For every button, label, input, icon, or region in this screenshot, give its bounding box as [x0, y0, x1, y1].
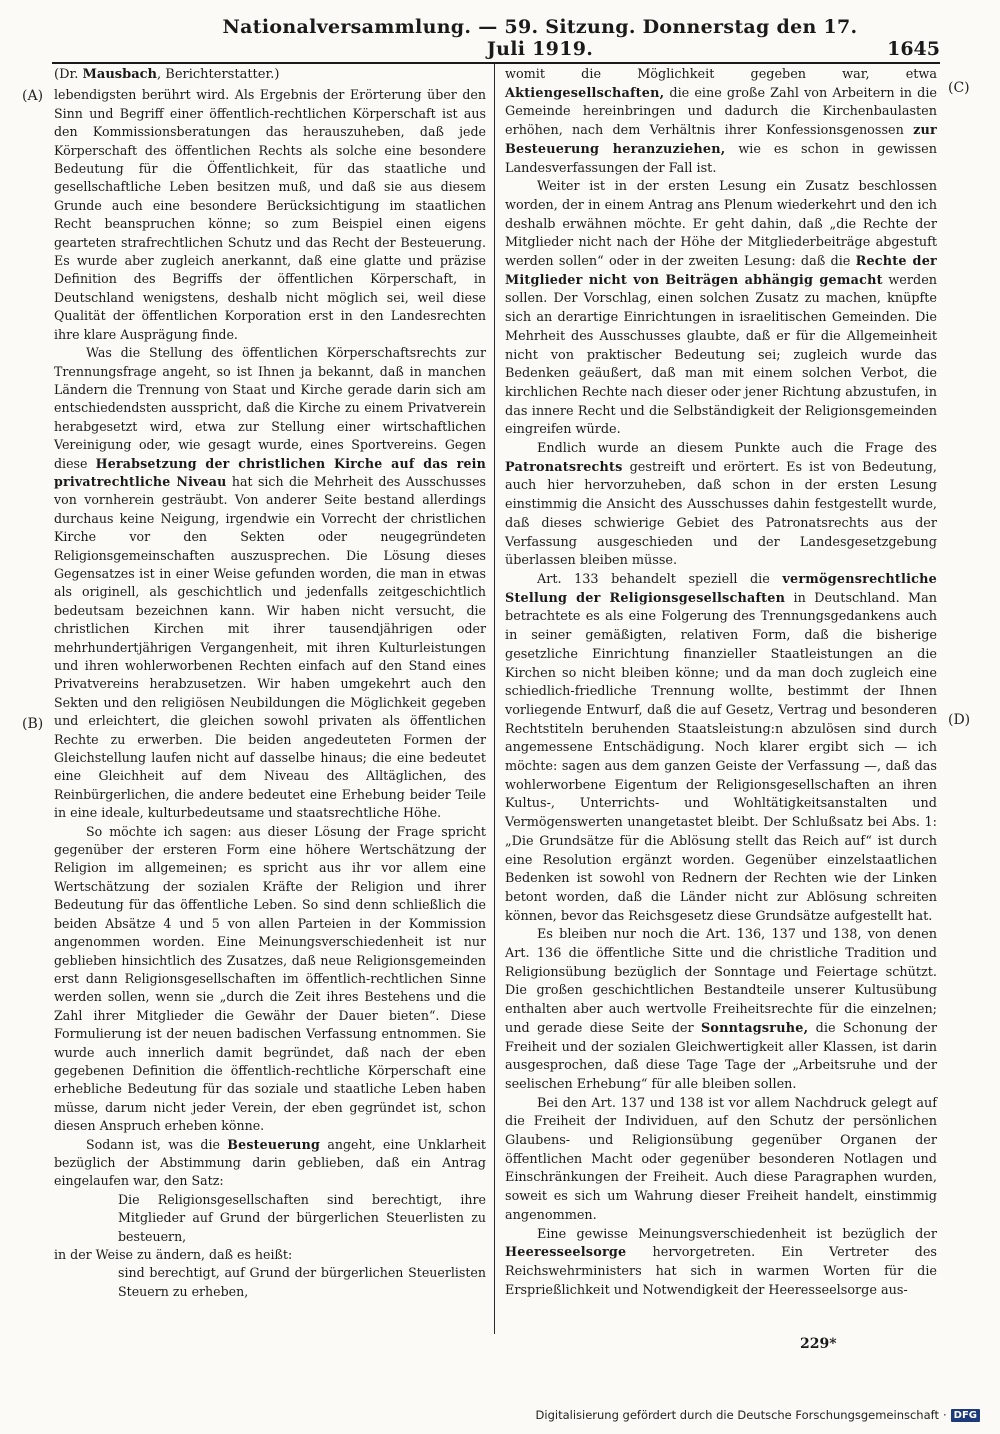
emphasis-text: Patronatsrechts: [505, 459, 623, 475]
speaker-line: [54, 66, 486, 84]
text-run: hat sich die Mehrheit des Ausschusses von vornherein gesträubt. Von anderer Seite bestand allerdings durchaus keine Neigung, irgendwie ein Vorrecht der christlichen Kirche vor den Sekten oder neugegründeten Religionsgemeinschaften auszusprechen. Die Lösung dieses Gegensatzes ist in einer Weise gefunden worden, die man in etwas als originell, als geschichtlich und jedenfalls zeitgeschichtlich bedeutsam bezeichnen kann. Wir haben nicht versucht, die christlichen Kirchen mit ihrer tausendjährigen oder mehrhundertjährigen Vergangenheit, mit ihren Kulturleistungen und ihren wohlerworbenen Rechten einfach auf den Stand eines Privatvereins herabzusetzen. Wir haben umgekehrt auch den Sekten und den religiösen Neubildungen die Möglichkeit gegeben und erleichtert, die gleichen sowohl privaten als öffentlichen Rechte zu erwerben. Die beiden angedeuteten Formen der Gleichstellung laufen nicht auf dasselbe hinaus; die eine bedeutet eine Gleichheit auf dem Niveau des Alltäglichen, des Reinbürgerlichen, die andere bedeutet eine Erhebung beider Teile in eine ideale, kulturbedeutsame und staatsrechtliche Höhe.: [54, 473, 486, 821]
emphasis-text: Aktiengesellschaften,: [505, 85, 665, 101]
text-run: die eine große Zahl von Arbeitern in die Gemeinde hereinbringen und dadurch die Kirchenbaulasten erhöhen, nach dem Verhältnis ihrer Konfessionsgenossen: [505, 85, 937, 139]
text-run: Art. 133 behandelt speziell die: [537, 571, 783, 587]
text-run: in Deutschland. Man betrachtete es als eine Folgerung des Trennungsgedankens auch in seiner gemäßigten, relativen Form, daß die bisherige gesetzliche Einrichtung finanzieller Staatleistungen an die Kirchen so nicht bleiben könne; und da man doch zugleich eine schiedlich-friedliche Trennung wollte, bestimmt der Ihnen vorliegende Entwurf, daß die auf Gesetz, Vertrag und besonderen Rechtstiteln beruhenden Staatsleistung:n abzulösen sind durch angemessene Entschädigung. Noch klarer ergibt sich — ich möchte: sagen aus dem ganzen Geiste der Verfassung —, daß das wohlerworbene Eigentum der Religionsgesellschaften an ihren Kultus-, Unterrichts- und Wohltätigkeitsanstalten und Vermögenswerten unangetastet bleibt. Der Schlußsatz bei Abs. 1: „Die Grundsätze für die Ablösung stellt das Reich auf“ ist durch eine Resolution ergänzt worden. Gegenüber einzelstaatlichen Bedenken ist sowohl von Rednern der Rechten wie der Linken betont worden, daß die Länder nicht zur Ablösung schreiten können, bevor das Reichsgesetz diese Grundsätze aufgestellt hat.: [505, 590, 938, 924]
quoted-clause: Die Religionsgesellschaften sind berechtigt, ihre Mitglieder auf Grund der bürgerlichen Steuerlisten zu besteuern,: [118, 1191, 486, 1244]
text-run: angeht, eine Unklarheit bezüglich der Abstimmung darin geblieben, daß ein Antrag eingelaufen war, den Satz:: [54, 1136, 486, 1189]
paragraph: [505, 571, 937, 926]
text-run: gestreift und erörtert. Es ist von Bedeutung, auch hier hervorzuheben, daß schon in der ersten Lesung einstimmig die Ansicht des Ausschusses dahin festgestellt wurde, daß dieses schwierige Gebiet des Patronatsrechts aus der Verfassung ausgeschieden und der Landesgesetzgebung überlassen bleiben müsse.: [505, 459, 937, 569]
left-column: [54, 66, 486, 1301]
margin-marker-b: (B): [22, 716, 44, 732]
margin-marker-d: (D): [948, 712, 971, 728]
paragraph: [54, 1136, 486, 1191]
text-run: Weiter ist in der ersten Lesung ein Zusatz beschlossen worden, der in einem Antrag ans Plenum wiederkehrt und den ich deshalb erwähnen möchte. Er geht dahin, daß „die Rechte der Mitglieder nicht nach der Höhe der Mitgliederbeiträge abgestuft werden sollen“ oder in der zweiten Lesung: daß die: [505, 179, 937, 270]
text-run: womit die Möglichkeit gegeben war, etwa: [505, 67, 937, 82]
paragraph: [505, 178, 937, 440]
paragraph: in der Weise zu ändern, daß es heißt:: [54, 1247, 293, 1262]
quoted-clause: sind berechtigt, auf Grund der bürgerlichen Steuerlisten Steuern zu erheben,: [118, 1265, 486, 1299]
paragraph: [505, 926, 937, 1094]
text-run: Sodann ist, was die: [86, 1136, 228, 1152]
emphasis-text: Heeresseelsorge: [505, 1245, 627, 1261]
paragraph: lebendigsten berührt wird. Als Ergebnis der Erörterung über den Sinn und Begriff einer öffentlich-rechtlichen Körperschaft ist aus den Kommissionsberatungen das herauszuheben, daß jede Körperschaft des öffentlichen Rechts als solche eine besondere Bedeutung für die Öffentlichkeit, für das staatliche und gesellschaftliche Leben besitzen muß, und daß sie aus diesem Grunde auch eine besondere Berücksichtigung im staatlichen Recht beanspruchen könne; so zum Beispiel einen eigens gearteten strafrechtlichen Schutz und das Recht der Besteuerung. Es wurde aber zugleich anerkannt, daß eine glatte und präzise Definition des Begriffs der öffentlichen Körperschaft, in Deutschland wenigstens, deshalb nicht möglich sei, weil diese Qualität der öffentlichen Korporation erst in den Landesrechten ihre klare Ausprägung finde.: [54, 87, 486, 342]
page-number: 1645: [887, 38, 940, 60]
emphasis-text: Sonntagsruhe,: [700, 1020, 809, 1036]
emphasis-text: Besteuerung: [227, 1136, 320, 1152]
paragraph: Bei den Art. 137 und 138 ist vor allem Nachdruck gelegt auf die Freiheit der Individuen, auf den Schutz der persönlichen Glaubens- und Religionsübung gegenüber Organen der öffentlichen Macht oder gegenüber besonderen Notlagen und Einschränkungen der Freiheit. Auch diese Paragraphen wurden, soweit es sich um Wahrung dieser Freiheit handelt, einstimmig angenommen.: [505, 1095, 937, 1223]
paragraph: [54, 344, 486, 823]
text-run: werden sollen. Der Vorschlag, einen solchen Zusatz zu machen, knüpfte sich an derartige Einrichtungen in israelitischen Gemeinden. Die Mehrheit des Ausschusses glaubte, daß er für die Allgemeinheit nicht von praktischer Bedeutung sei; zugleich wurde das Bedenken geäußert, daß man mit einem solchen Verbot, die kirchlichen Rechte nach dieser oder jener Richtung abzustufen, in das innere Recht und die Selbständigkeit der Religionsgemeinden eingreifen würde.: [505, 272, 938, 438]
emphasis-text: zur Besteuerung heranzuziehen,: [505, 123, 937, 157]
emphasis-text: vermögensrechtliche Stellung der Religionsgesellschaften: [505, 571, 937, 606]
column-divider: [494, 64, 495, 1334]
speaker-name: Mausbach: [82, 67, 158, 82]
sheet-signature: 229*: [800, 1336, 837, 1352]
text-run: Endlich wurde an diesem Punkte auch die Frage des: [537, 441, 937, 457]
paragraph: [505, 440, 937, 571]
speaker-role-suffix: , Berichterstatter.): [157, 67, 280, 82]
emphasis-text: Herabsetzung der christlichen Kirche auf das rein privatrechtliche Niveau: [54, 455, 486, 489]
text-run: Es bleiben nur noch die Art. 136, 137 und 138, von denen Art. 136 die öffentliche Sitte und die christliche Tradition und Religionsübung bezüglich der Sonntage und Feiertage schützt. Die großen geschichtlichen Bestandteile unserer Kultusübung enthalten aber auch wertvolle Freiheitsrechte für die einzelnen; und gerade diese Seite der: [505, 927, 937, 1036]
paragraph: [505, 66, 937, 178]
header-title: Nationalversammlung. — 59. Sitzung. Donnerstag den 17. Juli 1919.: [222, 16, 858, 60]
dfg-logo-icon: DFG: [951, 1409, 980, 1422]
text-run: Eine gewisse Meinungsverschiedenheit ist bezüglich der: [537, 1226, 937, 1242]
separator-dot: ·: [943, 1408, 947, 1422]
text-run: die Schonung der Freiheit und der sozialen Gleichwertigkeit aller Klassen, ist darin ausgesprochen, daß diese Tage Tage der „Arbeitsruhe und der seelischen Erhebung“ für alle bleiben sollen.: [505, 1020, 937, 1092]
credit-text: Digitalisierung gefördert durch die Deutsche Forschungsgemeinschaft: [535, 1408, 939, 1422]
text-run: Was die Stellung des öffentlichen Körperschaftsrechts zur Trennungsfrage angeht, so ist Ihnen ja bekannt, daß in manchen Ländern die Trennung von Staat und Kirche gerade darin sich am entschiedendsten ausspricht, daß die Kirche zu einem Privatverein herabgesetzt wird, etwa zur Stellung einer wirtschaftlichen Vereinigung oder, wie gesagt wurde, eines Sportvereins. Gegen diese: [54, 345, 486, 471]
emphasis-text: Rechte der Mitglieder nicht von Beiträgen abhängig gemacht: [505, 254, 937, 288]
margin-marker-c: (C): [948, 80, 970, 96]
page-header: [200, 16, 940, 60]
text-run: hervorgetreten. Ein Vertreter des Reichswehrministers hat sich in warmen Worten für die Ersprießlichkeit und Notwendigkeit der Heeresseelsorge aus-: [505, 1245, 937, 1298]
paragraph: So möchte ich sagen: aus dieser Lösung der Frage spricht gegenüber der ersteren Form eine höhere Wertschätzung der Religion im allgemeinen; es spricht aus ihr vor allem eine Wertschätzung der sozialen Kräfte der Religion und ihrer Bedeutung für das öffentliche Leben. So sind denn schließlich die beiden Absätze 4 und 5 von allen Parteien in der Kommission angenommen worden. Eine Meinungsverschiedenheit ist nur geblieben hinsichtlich des Zusatzes, daß neue Religionsgemeinden erst dann Religionsgesellschaften im öffentlich-rechtlichen Sinne werden sollen, wenn sie „durch die Zeit ihres Bestehens und die Zahl ihrer Mitglieder die Gewähr der Dauer bieten“. Diese Formulierung ist der neuen badischen Verfassung entnommen. Sie wurde auch innerlich damit begründet, daß nach der eben gegebenen Definition die öffentlich-rechtliche Körperschaft eine erhebliche Bedeutung für das soziale und staatliche Leben haben müsse, darum nicht jeder Verein, der eben gegründet ist, schon diesen Anspruch erheben könne.: [54, 823, 486, 1134]
speaker-role-prefix: (Dr.: [54, 67, 83, 82]
text-run: wie es schon in gewissen Landesverfassungen der Fall ist.: [505, 141, 937, 176]
header-rule: [52, 62, 940, 64]
digitization-credit: [536, 1408, 980, 1422]
margin-marker-a: (A): [22, 88, 44, 104]
paragraph: [505, 1226, 937, 1301]
right-column: [505, 66, 937, 1300]
